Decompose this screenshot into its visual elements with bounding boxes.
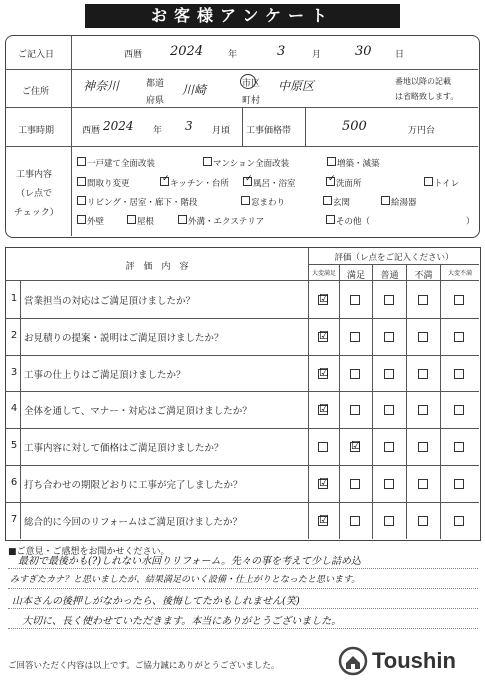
rating-checkbox[interactable] bbox=[454, 479, 464, 489]
work-item bbox=[326, 174, 362, 189]
work-item bbox=[127, 215, 154, 227]
question-number: 7 bbox=[10, 514, 18, 525]
rating-checkbox[interactable] bbox=[318, 402, 329, 415]
work-item bbox=[178, 215, 264, 227]
prefecture-value: 神奈川 bbox=[83, 79, 120, 93]
rating-checkbox[interactable] bbox=[350, 405, 360, 415]
check-mark-icon: ☑ bbox=[351, 439, 361, 452]
company-logo: Toushin bbox=[372, 648, 456, 673]
rating-checkbox[interactable] bbox=[350, 516, 360, 526]
ward-value: 中原区 bbox=[278, 79, 315, 93]
rating-checkbox[interactable] bbox=[318, 329, 329, 342]
date-day: 30 bbox=[355, 44, 372, 59]
date-month: 3 bbox=[277, 44, 286, 59]
city-value: 川崎 bbox=[182, 83, 207, 97]
rating-checkbox[interactable] bbox=[454, 295, 464, 305]
content-header: 評 価 内 容 bbox=[125, 262, 189, 272]
work-item-checkbox[interactable] bbox=[178, 215, 187, 224]
survey-title: お客様アンケート bbox=[85, 4, 400, 28]
date-era: 西暦 bbox=[124, 50, 143, 60]
rating-checkbox[interactable] bbox=[454, 332, 464, 342]
rating-checkbox[interactable] bbox=[350, 369, 360, 379]
check-mark-icon: ☑ bbox=[319, 402, 329, 415]
work-item bbox=[77, 157, 155, 169]
work-item bbox=[466, 215, 475, 227]
rating-checkbox[interactable] bbox=[318, 292, 329, 305]
question-text: 工事の仕上りはご満足頂けましたか？ bbox=[24, 370, 186, 381]
question-number: 3 bbox=[10, 367, 18, 378]
rating-checkbox[interactable] bbox=[384, 405, 394, 415]
price-unit: 万円台 bbox=[408, 126, 436, 136]
rating-checkbox[interactable] bbox=[318, 476, 329, 489]
rating-checkbox[interactable] bbox=[454, 369, 464, 379]
comment-line-1: 最初で最後かも(?)しれない水回りリフォーム。先々の事を考えて少し詰め込 bbox=[18, 556, 361, 567]
work-item bbox=[327, 157, 380, 169]
work-item-label: その他（ bbox=[336, 217, 371, 227]
work-item-label: キッチン・台所 bbox=[170, 179, 229, 189]
rating-checkbox[interactable] bbox=[384, 332, 394, 342]
check-mark-icon: ☑ bbox=[319, 513, 329, 526]
question-number: 2 bbox=[10, 330, 18, 341]
work-content-label-2: （レ点で bbox=[16, 189, 53, 199]
rating-checkbox[interactable] bbox=[384, 295, 394, 305]
rating-checkbox[interactable] bbox=[318, 513, 329, 526]
work-item-checkbox[interactable] bbox=[326, 174, 336, 186]
work-item-checkbox[interactable] bbox=[241, 196, 250, 205]
evaluation-table bbox=[5, 247, 481, 541]
question-number: 4 bbox=[10, 403, 18, 414]
price-value: 500 bbox=[342, 119, 367, 134]
rating-checkbox[interactable] bbox=[350, 295, 360, 305]
question-text: 打ち合わせの期限どおりに工事が完了しましたか？ bbox=[24, 480, 243, 491]
work-item bbox=[424, 177, 459, 189]
work-item bbox=[77, 177, 130, 189]
date-label: ご記入日 bbox=[18, 50, 55, 60]
work-item-label: 一戸建て全面改装 bbox=[87, 159, 156, 169]
address-note-2: は省略致します。 bbox=[395, 92, 459, 101]
work-year-unit: 年 bbox=[153, 126, 163, 136]
rating-checkbox[interactable] bbox=[384, 369, 394, 379]
work-item-checkbox[interactable] bbox=[327, 157, 336, 166]
town-unit: 町村 bbox=[242, 96, 261, 106]
rating-checkbox[interactable] bbox=[384, 516, 394, 526]
check-mark-icon: ✓ bbox=[162, 174, 170, 184]
price-label: 工事価格帯 bbox=[246, 126, 292, 136]
question-number: 6 bbox=[10, 477, 18, 488]
check-mark-icon: ✓ bbox=[245, 174, 253, 184]
question-number: 1 bbox=[10, 293, 18, 304]
rating-checkbox[interactable] bbox=[454, 516, 464, 526]
address-label: ご住所 bbox=[22, 87, 50, 97]
work-item-label: トイレ bbox=[434, 179, 460, 189]
work-content-label-1: 工事内容 bbox=[16, 170, 53, 180]
question-text: お見積りの提案・説明はご満足頂けましたか？ bbox=[24, 333, 224, 344]
work-item-checkbox[interactable] bbox=[160, 174, 170, 186]
rating-checkbox[interactable] bbox=[418, 442, 428, 452]
work-item-checkbox[interactable] bbox=[381, 196, 390, 205]
work-item-checkbox[interactable] bbox=[243, 174, 253, 186]
work-content-label-3: チェック） bbox=[14, 208, 59, 218]
question-text: 総合的に今回のリフォームはご満足頂けましたか？ bbox=[24, 517, 243, 528]
work-item-checkbox[interactable] bbox=[77, 177, 86, 186]
rating-checkbox[interactable] bbox=[418, 479, 428, 489]
work-item-label: 外溝・エクステリア bbox=[188, 217, 265, 227]
work-item bbox=[381, 196, 417, 208]
rating-checkbox[interactable] bbox=[418, 332, 428, 342]
date-month-unit: 月 bbox=[312, 50, 322, 60]
rating-checkbox[interactable] bbox=[318, 366, 329, 379]
question-number: 5 bbox=[10, 440, 18, 451]
work-month: 3 bbox=[185, 119, 193, 133]
scale-dissatisfied: 不満 bbox=[414, 271, 433, 281]
work-item bbox=[77, 196, 197, 208]
work-item-label: 給湯器 bbox=[391, 198, 417, 208]
work-item-checkbox[interactable] bbox=[127, 215, 136, 224]
work-item bbox=[241, 196, 285, 208]
check-mark-icon: ☑ bbox=[319, 366, 329, 379]
rating-checkbox[interactable] bbox=[454, 442, 464, 452]
question-text: 営業担当の対応はご満足頂けましたか？ bbox=[24, 296, 196, 307]
work-item bbox=[323, 196, 350, 208]
work-item-label: 間取り変更 bbox=[87, 179, 130, 189]
rating-header: 評価（レ点をご記入ください） bbox=[334, 253, 454, 263]
scale-satisfied: 満足 bbox=[346, 271, 365, 281]
work-item-checkbox[interactable] bbox=[77, 157, 86, 166]
work-month-unit: 月頃 bbox=[212, 126, 231, 136]
work-year: 2024 bbox=[103, 119, 134, 133]
work-item bbox=[77, 215, 104, 227]
work-item-label: リビング・居室・廊下・階段 bbox=[87, 198, 198, 208]
comment-prompt: ■ご意見・ご感想をお聞かせください。 bbox=[8, 547, 170, 557]
rating-checkbox[interactable] bbox=[418, 369, 428, 379]
work-item-checkbox[interactable] bbox=[77, 196, 86, 205]
rating-checkbox[interactable] bbox=[418, 516, 428, 526]
comment-line-3: 山本さんの後押しがなかったら、後悔してたかもしれません(笑) bbox=[12, 596, 300, 607]
check-mark-icon: ✓ bbox=[328, 174, 336, 184]
rating-checkbox[interactable] bbox=[350, 479, 360, 489]
check-mark-icon: ☑ bbox=[319, 329, 329, 342]
work-item-label: 窓まわり bbox=[251, 198, 286, 208]
work-item bbox=[243, 174, 296, 189]
scale-very-satisfied: 大変満足 bbox=[311, 270, 336, 277]
comment-line-4: 大切に、長く使わせていただきます。本当にありがとうございました。 bbox=[22, 616, 342, 627]
work-era: 西暦 bbox=[82, 126, 101, 136]
prefecture-unit-2: 府県 bbox=[146, 96, 165, 106]
rating-checkbox[interactable] bbox=[318, 442, 328, 452]
footer-note: ご回答いただく内容は以上です。ご協力誠にありがとうございました。 bbox=[8, 661, 280, 671]
question-text: 工事内容に対して価格はご満足頂けましたか？ bbox=[24, 443, 224, 454]
date-year-unit: 年 bbox=[228, 50, 238, 60]
work-item-label: マンション全面改装 bbox=[213, 159, 290, 169]
date-year: 2024 bbox=[170, 44, 204, 59]
work-item-label: 屋根 bbox=[137, 217, 155, 227]
address-note-1: 番地以降の記載 bbox=[395, 77, 451, 86]
rating-checkbox[interactable] bbox=[384, 479, 394, 489]
question-text: 全体を通して、マナー・対応はご満足頂けましたか？ bbox=[24, 406, 252, 417]
work-item bbox=[326, 215, 370, 227]
work-item-label: 洗面所 bbox=[336, 179, 362, 189]
rating-checkbox[interactable] bbox=[418, 405, 428, 415]
scale-very-dissatisfied: 大変不満 bbox=[447, 270, 472, 277]
work-period-label: 工事時期 bbox=[18, 126, 55, 136]
city-unit: 市区 bbox=[242, 79, 261, 89]
work-item-checkbox[interactable] bbox=[203, 157, 212, 166]
work-item bbox=[160, 174, 229, 189]
rating-checkbox[interactable] bbox=[384, 442, 394, 452]
check-mark-icon: ☑ bbox=[319, 476, 329, 489]
work-item-label: 増築・減築 bbox=[337, 159, 380, 169]
work-item-checkbox[interactable] bbox=[77, 215, 86, 224]
rating-checkbox[interactable] bbox=[350, 439, 361, 452]
prefecture-unit-1: 都道 bbox=[146, 79, 165, 89]
work-item-checkbox[interactable] bbox=[326, 215, 335, 224]
house-icon bbox=[338, 646, 368, 676]
work-item-label: 玄関 bbox=[333, 198, 351, 208]
rating-checkbox[interactable] bbox=[418, 295, 428, 305]
work-item-checkbox[interactable] bbox=[424, 177, 433, 186]
work-item-label: ） bbox=[466, 217, 475, 227]
rating-checkbox[interactable] bbox=[454, 405, 464, 415]
date-day-unit: 日 bbox=[395, 50, 405, 60]
comment-line-2: みすぎたカナ？と思いましたが、結果満足のいく設備・仕上がりとなったと思います。 bbox=[10, 575, 361, 585]
work-item bbox=[203, 157, 289, 169]
scale-neutral: 普通 bbox=[380, 271, 399, 281]
check-mark-icon: ☑ bbox=[319, 292, 329, 305]
work-item-label: 外壁 bbox=[87, 217, 105, 227]
work-item-checkbox[interactable] bbox=[323, 196, 332, 205]
rating-checkbox[interactable] bbox=[350, 332, 360, 342]
work-item-label: 風呂・浴室 bbox=[253, 179, 296, 189]
